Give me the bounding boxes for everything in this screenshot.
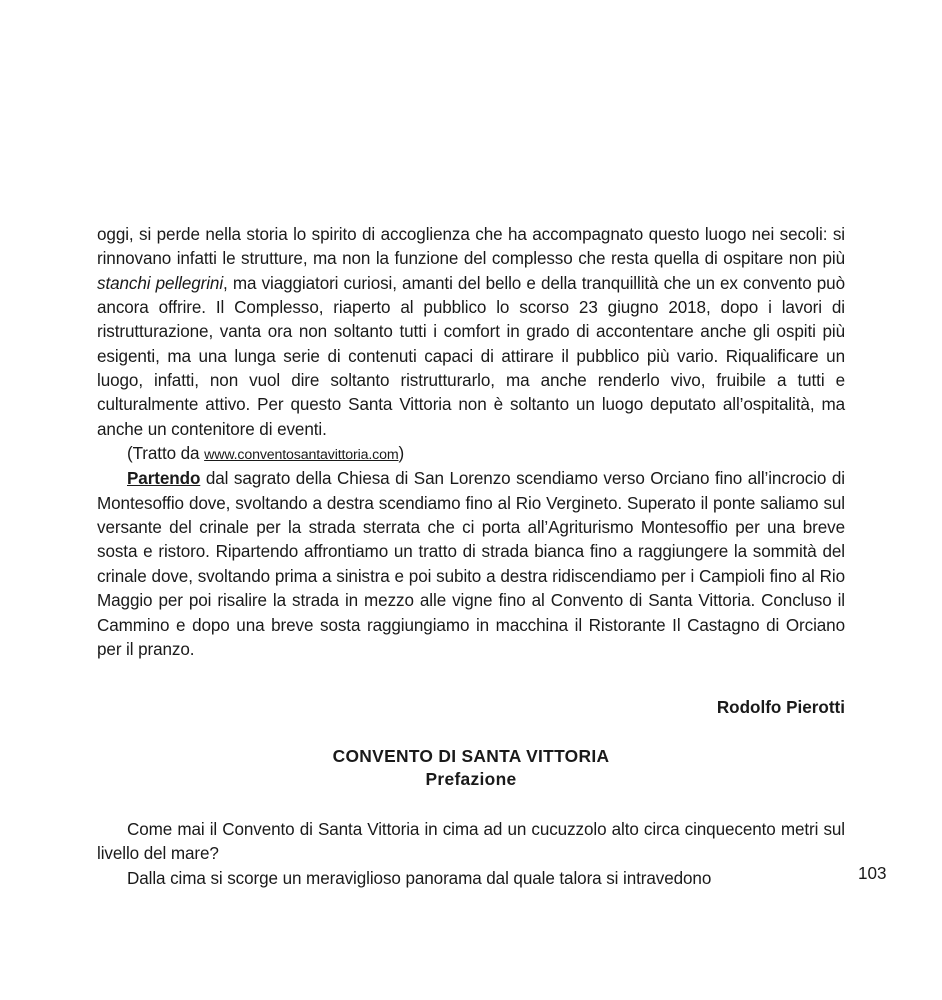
section-subheading: Prefazione	[425, 769, 517, 789]
paragraph-itinerary	[97, 467, 845, 662]
section-heading: CONVENTO DI SANTA VITTORIA	[332, 746, 610, 766]
section-text-column	[97, 818, 845, 891]
main-text-column	[97, 223, 845, 662]
paragraph-2-text: dal sagrato della Chiesa di San Lorenzo scendiamo verso Orciano fino all’incrocio di Montesoffio dove, svoltando a destra scendiamo fino al Rio Vergineto. Superato il ponte saliamo sul versante del crinale per la strada sterrata che ci porta all’Agriturismo Montesoffio per una breve sosta e ristoro. Ripartendo affrontiamo un tratto di strada bianca fino a raggiungere la sommità del crinale dove, svoltando prima a sinistra e poi subito a destra ridiscendiamo per i Campioli fino al Rio Maggio per poi risalire la strada in mezzo alle vigne fino al Convento di Santa Vittoria. Concluso il Cammino e dopo una breve sosta raggiungiamo in macchina il Ristorante Il Castagno di Orciano per il pranzo.	[97, 469, 845, 659]
italic-phrase: stanchi pellegrini	[97, 273, 224, 293]
paragraph-continuation	[97, 223, 845, 442]
source-citation	[97, 442, 845, 467]
source-suffix: )	[398, 444, 405, 464]
paragraph-question: Come mai il Convento di Santa Vittoria in cima ad un cucuzzolo alto circa cinquecento metri sul livello del mare?	[97, 820, 845, 864]
paragraph-1-part-1: oggi, si perde nella storia lo spirito di accoglienza che ha accompagnato questo luogo nei secoli: si rinnovano infatti le strutture, ma non la funzione del complesso che resta quella di ospitare non più	[97, 225, 845, 269]
paragraph-lead-word: Partendo	[127, 469, 201, 489]
author-signature: Rodolfo Pierotti	[716, 698, 845, 717]
source-url-link[interactable]: www.conventosantavittoria.com	[204, 447, 399, 464]
page-number: 103	[858, 864, 887, 883]
paragraph-view: Dalla cima si scorge un meraviglioso panorama dal quale talora si intravedono	[127, 868, 712, 888]
paragraph-1-part-2: , ma viaggiatori curiosi, amanti del bello e della tranquillità che un ex convento può ancora offrire. Il Complesso, riaperto al pubblico lo scorso 23 giugno 2018, dopo i lavori di ristrutturazione, vanta ora non soltanto tutti i comfort in grado di accontentare anche gli ospiti più esigenti, ma una lunga serie di contenuti capaci di attirare il pubblico più vario. Riqualificare un luogo, infatti, non vuol dire soltanto ristrutturarlo, ma anche renderlo vivo, fruibile a tutti e culturalmente attivo. Per questo Santa Vittoria non è soltanto un luogo deputato all’ospitalità, ma anche un contenitore di eventi.	[97, 273, 845, 439]
source-prefix: (Tratto da	[127, 444, 205, 464]
